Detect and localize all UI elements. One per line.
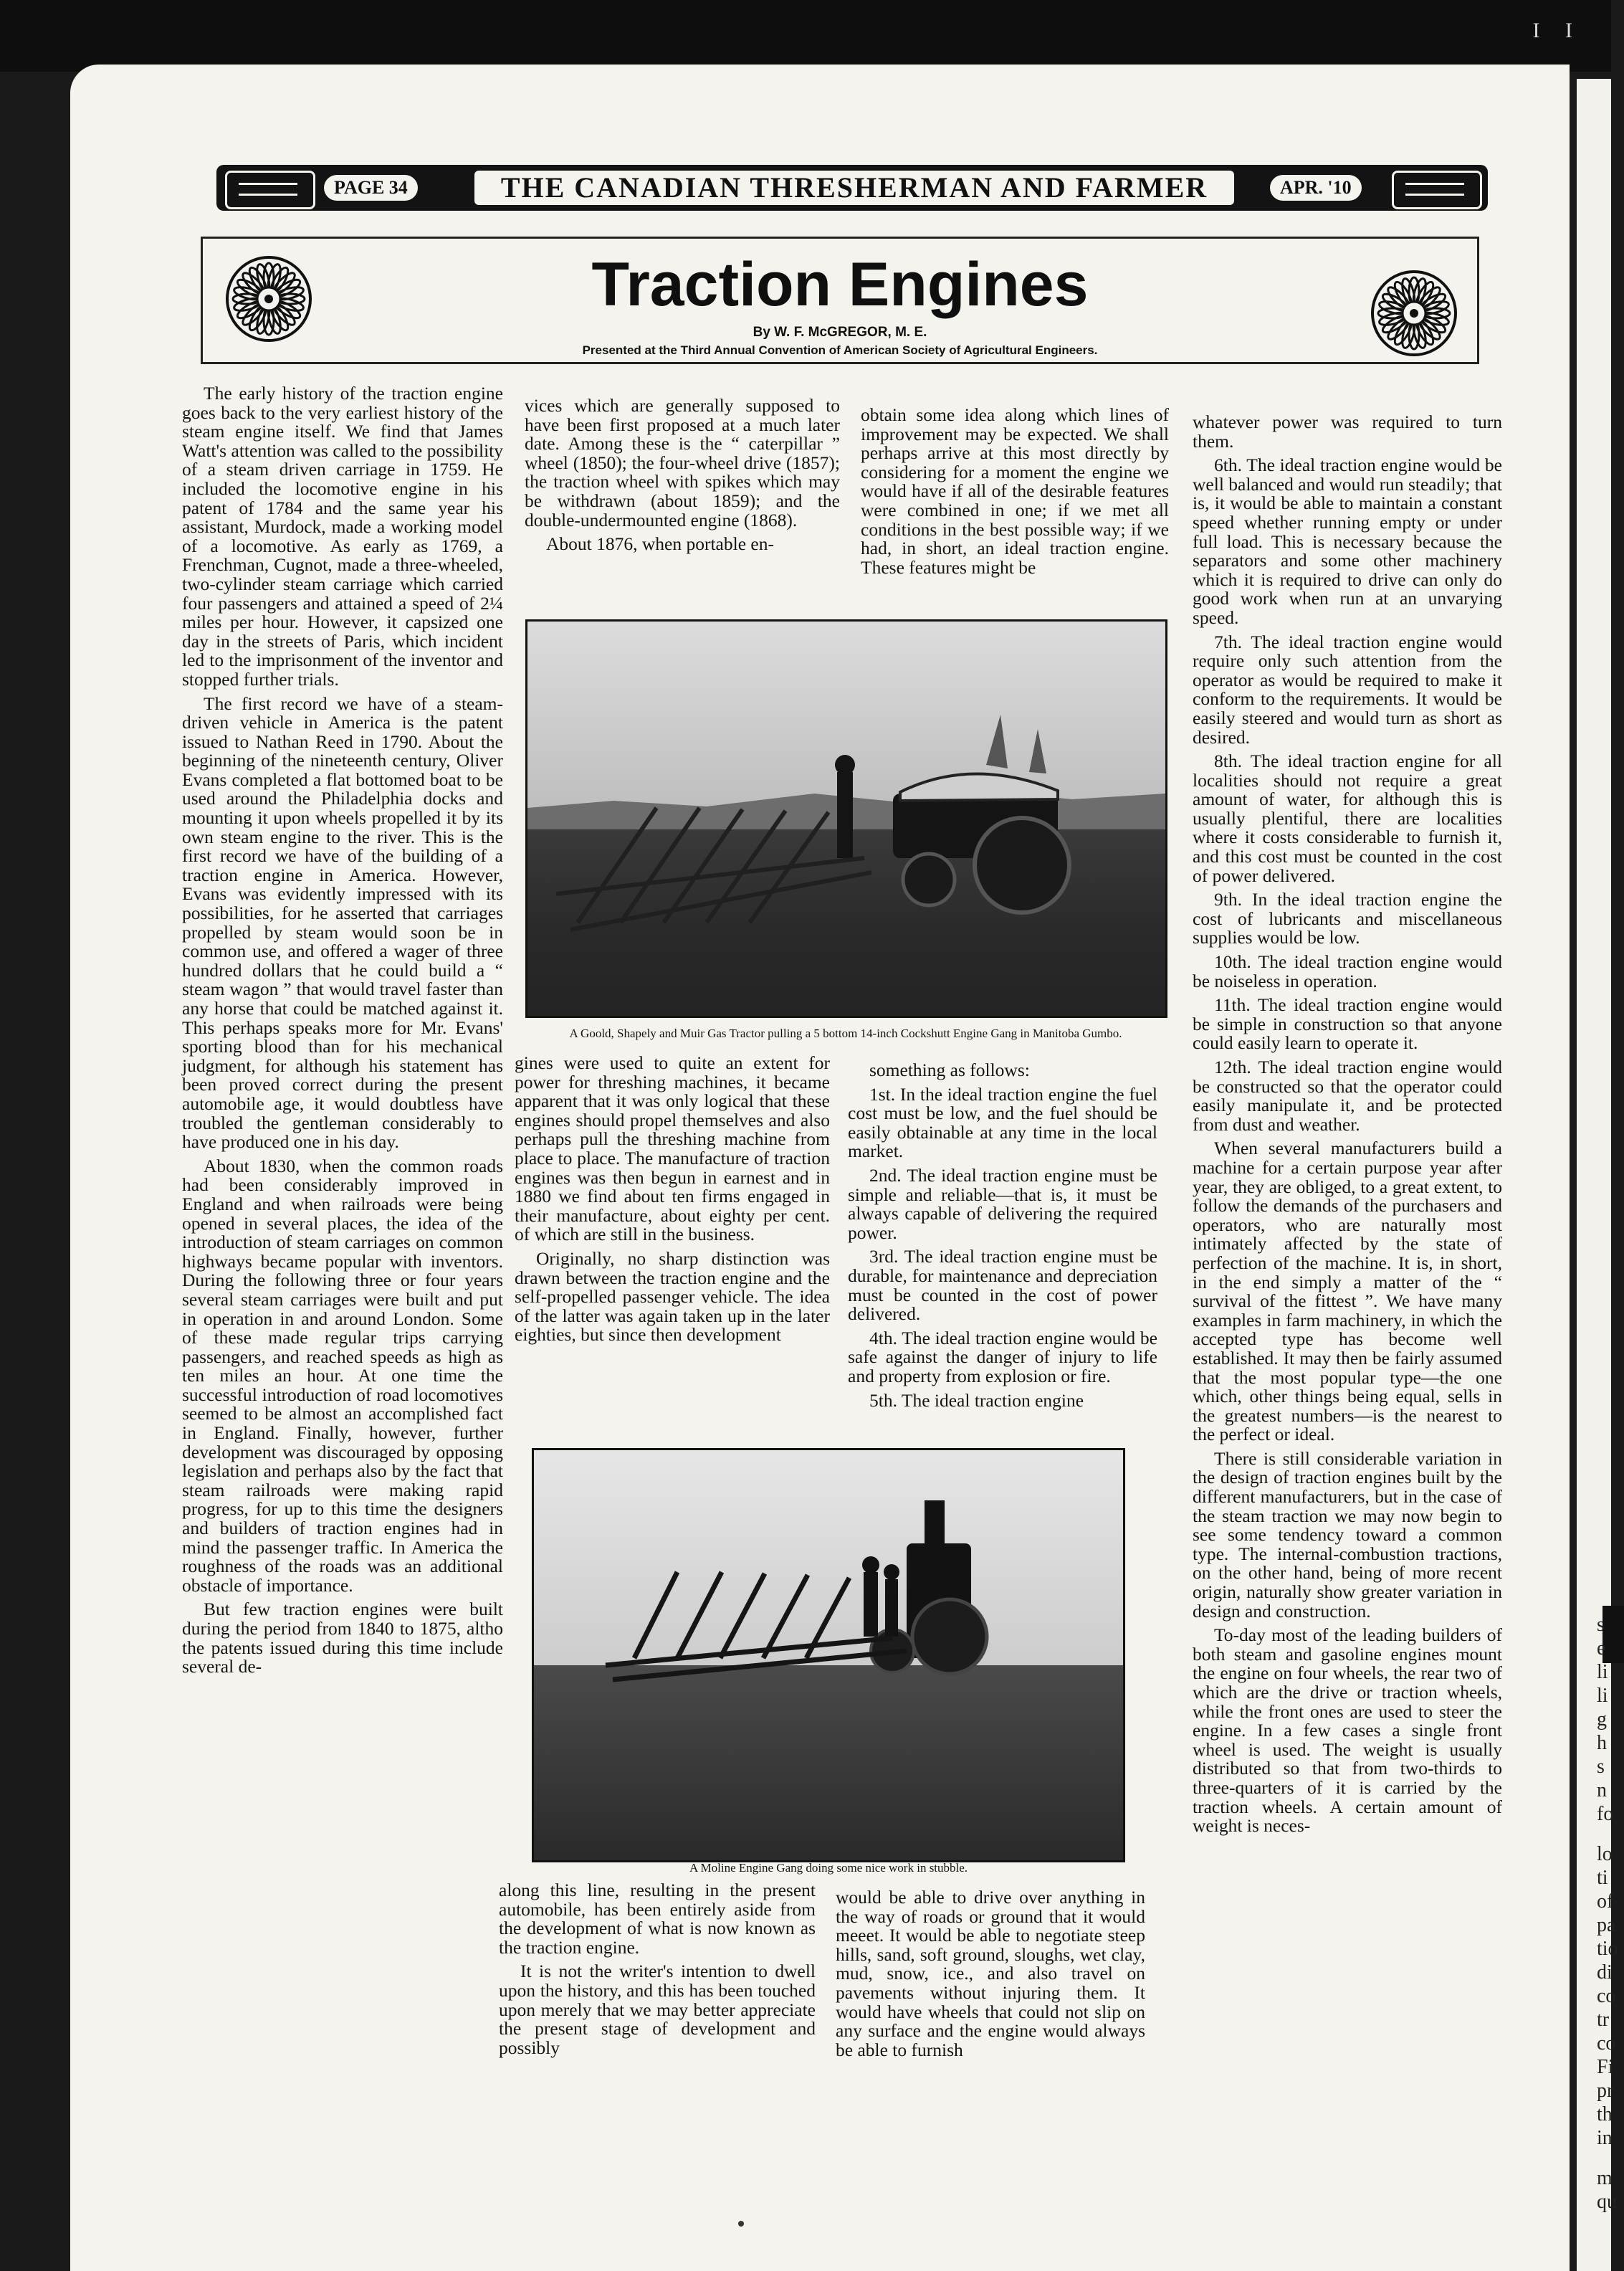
paragraph: vices which are generally supposed to have been first proposed at a much later date. Among these is the “ caterpillar ” wheel (1850); the four-wheel drive (1857); the traction wheel with spikes which may be withdrawn (about 1859); and the double-undermounted engine (1868). [525,395,840,530]
adjacent-page-text-fragment: li [1597,1685,1608,1707]
paragraph: 1st. In the ideal traction engine the fuel cost must be low, and the fuel should be easily obtainable at any time in the local market. [848,1083,1157,1162]
paragraph: something as follows: [869,1060,1030,1080]
photo-gas-tractor-caption: A Goold, Shapely and Muir Gas Tractor pulling a 5 bottom 14-inch Cockshutt Engine Gang in Manitoba Gumbo. [569,1027,1122,1040]
adjacent-page-text-fragment: tio [1597,1938,1618,1960]
paragraph: About 1830, when the common roads had been considerably improved in England and when railroads were being opened in several places, the idea of the introduction of steam carriages on common highways became popular with inventors. During the following three or four years several steam carriages were built and put in operation in and around London. Some of these made regular trips carrying passengers, and reached speeds as high as ten miles an hour. At one time the successful introduction of road locomotives seemed to be almost an accomplished fact in England. Finally, however, further development was discouraged by opposing legislation and perhaps also by the fact that steam railroads were making rapid progress, for up to this time the designers and builders of traction engines had in mind the passenger traffic. In America the roughness of the roads was an additional obstacle of importance. [182,1155,503,1596]
article-column-3-middle [848,1061,1157,1410]
article-column-2-bottom [499,1881,816,2057]
masthead [216,165,1488,211]
photo-gas-tractor-image [527,622,1165,1016]
page-number-label: PAGE 34 [324,175,418,201]
article-column-3-bottom [836,1888,1145,2060]
paragraph: whatever power was required to turn them. [1193,411,1502,452]
adjacent-page-text-fragment: ti [1597,1867,1608,1889]
paragraph: 9th. In the ideal traction engine the cost of lubricants and miscellaneous supplies would be low. [1193,889,1502,948]
adjacent-page-text-fragment: tr [1597,2009,1610,2031]
article-column-3-top [861,406,1169,577]
paragraph: obtain some idea along which lines of improvement may be expected. We shall perhaps arrive at this most directly by considering for a moment the engine we would have if all of the desirable features were combined in one; if we met all conditions in the best possible way; if we had, in short, an ideal traction engine. These features might be [861,404,1169,578]
paragraph: 7th. The ideal traction engine would require only such attention from the operator as would be required to make it conform to the requirements. It would be easily steered and would turn as short as desired. [1193,631,1502,748]
photo-moline-engine-gang-caption: A Moline Engine Gang doing some nice work in stubble. [689,1861,968,1875]
paragraph: along this line, resulting in the present automobile, has been entirely aside from the development of what is now known as the traction engine. [499,1880,816,1958]
rosette-ornament-right [1370,269,1458,358]
adjacent-page-text-fragment: s [1597,1756,1605,1778]
article-column-1 [182,384,503,1677]
article-header-box [201,237,1479,364]
paragraph: 12th. The ideal traction engine would be constructed so that the operator could easily manipulate it, and be protected from dust and weather. [1193,1057,1502,1135]
adjacent-page-text-fragment: of [1597,1890,1614,1913]
paragraph: 4th. The ideal traction engine would be safe against the danger of injury to life and property from explosion or fire. [848,1327,1157,1386]
adjacent-page-text-fragment: in [1597,2127,1613,2149]
adjacent-page-text-fragment: e [1597,1637,1606,1660]
paragraph: Originally, no sharp distinction was drawn between the traction engine and the self-propelled passenger vehicle. The idea of the latter was again taken up in the later eighties, but since then development [515,1247,830,1346]
paragraph: 2nd. The ideal traction engine must be simple and reliable—that is, it must be always capable of delivering the required power. [848,1164,1157,1243]
adjacent-page-text-fragment: g [1597,1708,1607,1730]
paragraph: 8th. The ideal traction engine for all localities should not require a great amount of water, for although this is usually plentiful, there are localities where it costs considerable to furnish it, and this cost must be counted in the cost of power delivered. [1193,751,1502,886]
publication-title: THE CANADIAN THRESHERMAN AND FARMER [474,171,1234,205]
paragraph: would be able to drive over anything in the way of roads or ground that it would meeet. It would be able to negotiate steep hills, sand, soft ground, sloughs, wet clay, mud, snow, ice., and also travel on pavements without injuring them. It would have wheels that could not slip on any surface and the engine would always be able to furnish [836,1887,1145,2060]
adjacent-page-edge [1577,79,1618,2271]
scan-background [0,0,1611,72]
article-column-2-top [525,396,840,554]
paragraph: gines were used to quite an extent for power for threshing machines, it became apparent that it was only logical that these engines should propel themselves and also perhaps pull the threshing machine from place to place. The manufacture of traction engines was then begun in earnest and in 1880 we find about ten firms engaged in their manufacture, about eighty per cent. of which are still in the business. [515,1052,830,1245]
adjacent-page-text-fragment: li [1597,1661,1608,1683]
article-title: Traction Engines [591,250,1089,319]
adjacent-page-text-fragment: co [1597,2032,1616,2055]
article-column-2-middle [515,1054,830,1345]
adjacent-page-text-fragment: pr [1597,2080,1614,2102]
adjacent-page-text-fragment: m [1597,2167,1613,2189]
paragraph: 10th. The ideal traction engine would be noiseless in operation. [1193,951,1502,991]
paragraph: 6th. The ideal traction engine would be well balanced and would run steadily; that is, it would be able to maintain a constant speed whether running empty or under full load. This is necessary because the separators and some other machinery which it is required to drive can only do good work when run at an unvarying speed. [1193,454,1502,628]
paragraph: There is still considerable variation in the design of traction engines built by the different manufacturers, but in the case of the steam traction we may now begin to see some tendency toward a common type. The internal-combustion tractions, on the other hand, being of more recent origin, naturally show greater variation in design and construction. [1193,1447,1502,1622]
adjacent-page-text-fragment: pa [1597,1914,1616,1936]
photo-moline-engine-gang-image [534,1450,1123,1860]
adjacent-page-text-fragment: th [1597,2103,1613,2125]
adjacent-page-text-fragment: Fi [1597,2056,1614,2078]
masthead-ornament-left [225,171,315,209]
adjacent-page-text-fragment: qu [1597,2191,1617,2213]
paragraph: When several manufacturers build a machine for a certain purpose year after year, they are obliged, to a great extent, to follow the demands of the purchasers and operators, who are naturally most intimately affected by the state of perfection of the machine. It is, in short, in the end simply a matter of the “ survival of the fittest ”. We have many examples in farm machinery, in which the accepted type has become well established. It may then be fairly assumed that the most popular type—the one which, other things being equal, sells in the greatest numbers—is the nearest to the perfect or ideal. [1193,1138,1502,1445]
adjacent-page-text-fragment: fo [1597,1803,1614,1825]
adjacent-page-text-fragment: di [1597,1961,1613,1984]
paragraph: To-day most of the leading builders of both steam and gasoline engines mount the engine on four wheels, the rear two of which are the drive or traction wheels, while the front ones are used to steer the engine. In a few cases a single front wheel is used. The weight is usually distributed so that from two-thirds to three-quarters of it is carried by the traction wheels. A certain amount of weight is neces- [1193,1624,1502,1837]
paragraph: 3rd. The ideal traction engine must be durable, for maintenance and depreciation must be counted in the cost of power delivered. [848,1246,1157,1325]
adjacent-page-text-fragment: h [1597,1732,1607,1754]
paragraph: About 1876, when portable en- [546,533,774,555]
issue-date: APR. '10 [1270,175,1362,201]
photo-gas-tractor [525,619,1167,1018]
paragraph: It is not the writer's intention to dwell upon the history, and this has been touched upon merely that we may better appreciate the present stage of development and possibly [499,1961,816,2058]
adjacent-page-text-fragment: co [1597,1985,1616,2007]
adjacent-page-black-block [1602,1606,1624,1663]
adjacent-page-text-fragment: n [1597,1779,1607,1801]
page-dot [738,2221,744,2227]
article-byline: By W. F. McGREGOR, M. E. [753,325,927,340]
paragraph: But few traction engines were built during the period from 1840 to 1875, altho the patents issued during this time include several de- [182,1599,503,1677]
masthead-ornament-right [1392,171,1482,209]
adjacent-page-text-fragment: s [1597,1614,1605,1636]
paragraph: 11th. The ideal traction engine would be simple in construction so that anyone could easily learn to operate it. [1193,994,1502,1054]
article-presented-note: Presented at the Third Annual Convention of American Society of Agricultural Engineers. [582,343,1098,357]
adjacent-page-text-fragment: lo [1597,1843,1613,1865]
edge-marks: I I [1532,19,1582,42]
paragraph: 5th. The ideal traction engine [869,1389,1084,1411]
paragraph: The first record we have of a steam-driven vehicle in America is the patent issued to Nathan Reed in 1790. About the beginning of the nineteenth century, Oliver Evans completed a flat bottomed boat to be used around the Philadelphia docks and mounting it upon wheels propelled it by its own steam engine to the river. This is the first record we have of the building of a traction engine in America. However, Evans was evidently impressed with its possibilities, for he asserted that carriages propelled by steam would soon be in common use, and offered a wager of three hundred dollars that he could build a “ steam wagon ” that would travel faster than any horse that could be matched against it. This perhaps speaks more for Mr. Evans' sporting blood than for his mechanical judgment, for although his statement has been proved correct during the present automobile age, it would doubtless have troubled the gentleman considerably to have produced one in his day. [182,692,503,1153]
article-column-4 [1193,413,1502,1836]
photo-moline-engine-gang [532,1448,1125,1862]
paragraph: The early history of the traction engine goes back to the very earliest history of the steam engine itself. We find that James Watt's attention was called to the possibility of a steam driven carriage in 1759. He included the locomotive engine in his patent of 1784 and the same year his assistant, Murdock, made a working model of a locomotive. As early as 1769, a Frenchman, Cugnot, made a three-wheeled, two-cylinder steam carriage which carried four passengers and attained a speed of 2¼ miles per hour. However, it capsized one day in the streets of Paris, which incident led to the imprisonment of the inventor and stopped further trials. [182,383,503,690]
